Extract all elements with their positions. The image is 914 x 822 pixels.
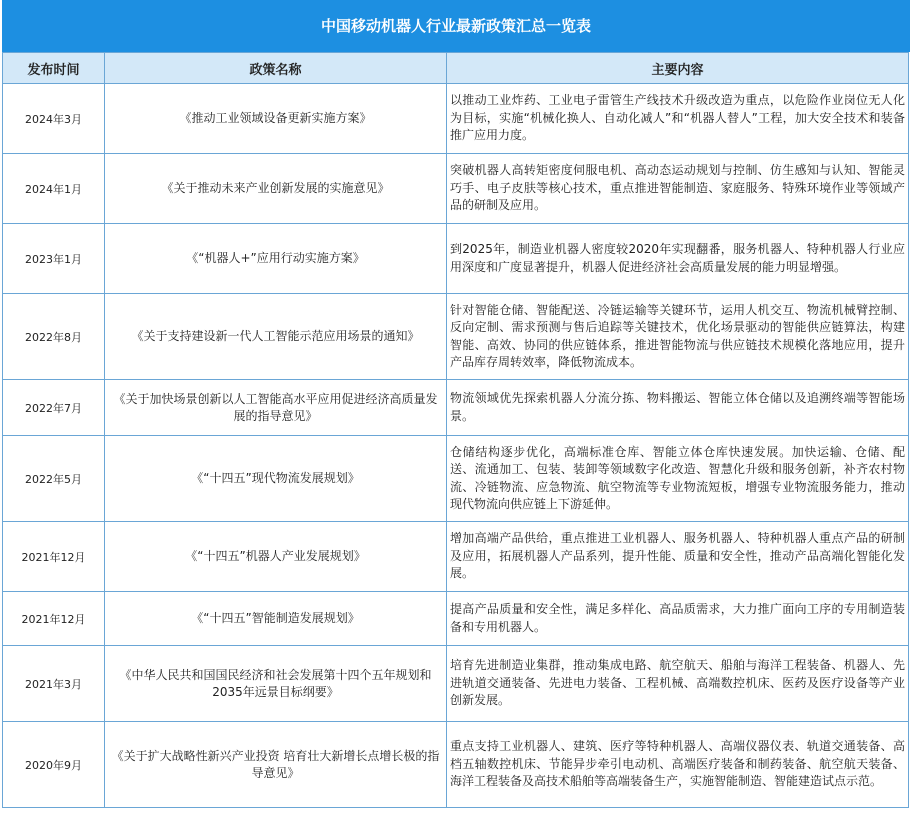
row-date: 2024年1月	[3, 154, 105, 224]
row-content: 重点支持工业机器人、建筑、医疗等特种机器人、高端仪器仪表、轨道交通装备、高档五轴数控机床、节能异步牵引电动机、高端医疗装备和制药装备、航空航天装备、海洋工程装备及高技术船舶等高端装备生产，实施智能制造、智能建造试点示范。	[447, 722, 909, 808]
row-content: 仓储结构逐步优化，高端标准仓库、智能立体仓库快速发展。加快运输、仓储、配送、流通加工、包装、装卸等领域数字化改造、智慧化升级和服务创新，补齐农村物流、冷链物流、应急物流、航空物流等专业物流短板，增强专业物流服务能力，推动现代物流向供应链上下游延伸。	[447, 436, 909, 522]
row-policy-name: 《关于支持建设新一代人工智能示范应用场景的通知》	[105, 294, 447, 380]
header-row	[3, 53, 909, 84]
row-content: 到2025年，制造业机器人密度较2020年实现翻番，服务机器人、特种机器人行业应用深度和广度显著提升，机器人促进经济社会高质量发展的能力明显增强。	[447, 224, 909, 294]
policy-table	[2, 52, 909, 808]
table-row	[3, 154, 909, 224]
row-policy-name: 《中华人民共和国国民经济和社会发展第十四个五年规划和2035年远景目标纲要》	[105, 646, 447, 722]
row-content: 物流领域优先探索机器人分流分拣、物料搬运、智能立体仓储以及追溯终端等智能场景。	[447, 380, 909, 436]
row-content: 针对智能仓储、智能配送、冷链运输等关键环节，运用人机交互、物流机械臂控制、反向定制、需求预测与售后追踪等关键技术，优化场景驱动的智能供应链算法，构建智能、高效、协同的供应链体系，推进智能物流与供应链技术规模化落地应用，提升产品库存周转效率，降低物流成本。	[447, 294, 909, 380]
row-date: 2022年8月	[3, 294, 105, 380]
row-date: 2021年3月	[3, 646, 105, 722]
table-row	[3, 294, 909, 380]
row-policy-name: 《推动工业领域设备更新实施方案》	[105, 84, 447, 154]
row-content: 突破机器人高转矩密度伺服电机、高动态运动规划与控制、仿生感知与认知、智能灵巧手、电子皮肤等核心技术，重点推进智能制造、家庭服务、特殊环境作业等领域产品的研制及应用。	[447, 154, 909, 224]
row-date: 2022年5月	[3, 436, 105, 522]
table-row	[3, 84, 909, 154]
row-date: 2020年9月	[3, 722, 105, 808]
row-content: 提高产品质量和安全性，满足多样化、高品质需求，大力推广面向工序的专用制造装备和专用机器人。	[447, 592, 909, 646]
row-policy-name: 《关于推动未来产业创新发展的实施意见》	[105, 154, 447, 224]
table-row	[3, 224, 909, 294]
policy-summary-sheet	[2, 0, 910, 822]
row-date: 2021年12月	[3, 592, 105, 646]
row-date: 2021年12月	[3, 522, 105, 592]
table-row	[3, 646, 909, 722]
row-date: 2024年3月	[3, 84, 105, 154]
row-policy-name: 《“十四五”智能制造发展规划》	[105, 592, 447, 646]
row-content: 增加高端产品供给，重点推进工业机器人、服务机器人、特种机器人重点产品的研制及应用，拓展机器人产品系列，提升性能、质量和安全性，推动产品高端化智能化发展。	[447, 522, 909, 592]
row-policy-name: 《“十四五”机器人产业发展规划》	[105, 522, 447, 592]
table-row	[3, 436, 909, 522]
table-row	[3, 722, 909, 808]
table-title: 中国移动机器人行业最新政策汇总一览表	[2, 0, 910, 52]
table-row	[3, 592, 909, 646]
header-policy-name: 政策名称	[105, 53, 447, 84]
header-date: 发布时间	[3, 53, 105, 84]
row-policy-name: 《关于扩大战略性新兴产业投资 培育壮大新增长点增长极的指导意见》	[105, 722, 447, 808]
row-date: 2022年7月	[3, 380, 105, 436]
table-row	[3, 380, 909, 436]
table-row	[3, 522, 909, 592]
header-main-content: 主要内容	[447, 53, 909, 84]
row-date: 2023年1月	[3, 224, 105, 294]
row-policy-name: 《关于加快场景创新以人工智能高水平应用促进经济高质量发展的指导意见》	[105, 380, 447, 436]
row-policy-name: 《“十四五”现代物流发展规划》	[105, 436, 447, 522]
row-content: 以推动工业炸药、工业电子雷管生产线技术升级改造为重点，以危险作业岗位无人化为目标，实施“机械化换人、自动化减人”和“机器人替人”工程，加大安全技术和装备推广应用力度。	[447, 84, 909, 154]
row-policy-name: 《“机器人+”应用行动实施方案》	[105, 224, 447, 294]
row-content: 培育先进制造业集群，推动集成电路、航空航天、船舶与海洋工程装备、机器人、先进轨道交通装备、先进电力装备、工程机械、高端数控机床、医药及医疗设备等产业创新发展。	[447, 646, 909, 722]
